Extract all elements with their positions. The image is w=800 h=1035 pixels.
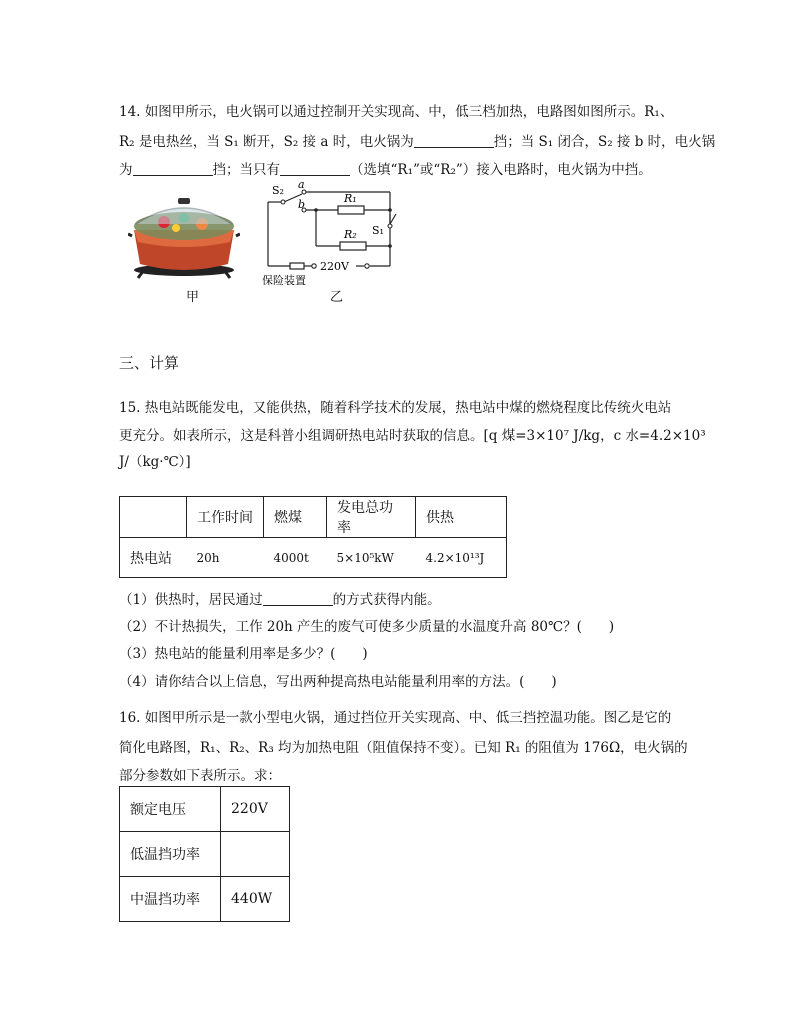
q15-sub4: （4）请你结合以上信息，写出两种提高热电站能量利用率的方法。( ) (119, 674, 557, 690)
table-cell-value (221, 832, 290, 877)
q15-line3: J/（kg·℃）] (119, 454, 191, 470)
q16-line3: 部分参数如下表所示。求： (119, 768, 281, 784)
q14-line2-text-a: R₂ 是电热丝，当 S₁ 断开，S₂ 接 a 时，电火锅为 (119, 134, 414, 150)
answer-blank-1[interactable] (414, 133, 494, 148)
q16-line1: 16. 如图甲所示是一款小型电火锅，通过挡位开关实现高、中、低三挡控温功能。图乙是它的 (119, 710, 672, 726)
q15-sub2: （2）不计热损失，工作 20h 产生的废气可使多少质量的水温度升高 80℃？( ) (119, 619, 615, 635)
answer-blank-4[interactable] (263, 591, 333, 606)
q14-line2-text-b: 挡；当 S₁ 闭合，S₂ 接 b 时，电火锅 (493, 134, 716, 150)
q16-table (119, 786, 290, 922)
table-cell-value: 440W (221, 877, 290, 922)
q16-line2: 简化电路图，R₁、R₂、R₃ 均为加热电阻（阻值保持不变）。已知 R₁ 的阻值为 176Ω，电火锅的 (119, 740, 688, 756)
table-cell-label: 额定电压 (120, 787, 221, 832)
label-voltage: 220V (320, 260, 349, 273)
q14-line3-text-a: 为 (119, 162, 133, 178)
table-header-cell: 工作时间 (187, 497, 264, 538)
table-cell: 热电站 (120, 538, 187, 578)
table-cell: 20h (187, 538, 264, 578)
label-s1: S₁ (372, 224, 384, 237)
table-row (120, 787, 290, 832)
label-r1: R₁ (344, 192, 357, 205)
q14-line3-text-b: 挡；当只有 (212, 162, 280, 178)
table-cell-label: 中温挡功率 (120, 877, 221, 922)
label-r2: R₂ (344, 228, 357, 241)
table-header-cell: 发电总功率 (327, 497, 416, 538)
table-header-cell: 燃煤 (264, 497, 327, 538)
circuit-diagram (260, 180, 410, 285)
answer-blank-2[interactable] (133, 161, 213, 176)
q14-line2 (119, 132, 715, 152)
q15-sub3: （3）热电站的能量利用率是多少？( ) (119, 646, 368, 662)
table-row (120, 538, 507, 578)
answer-blank-3[interactable] (280, 161, 350, 176)
label-s2: S₂ (272, 184, 284, 197)
label-b: b (298, 198, 306, 211)
table-header-cell (120, 497, 187, 538)
table-cell: 5×10⁵kW (327, 538, 416, 578)
q15-line1: 15. 热电站既能发电，又能供热，随着科学技术的发展，热电站中煤的燃烧程度比传统火电站 (119, 400, 672, 416)
hotpot-image (128, 190, 240, 280)
q15-line2: 更充分。如表所示，这是科普小组调研热电站时获取的信息。[q 煤=3×10⁷ J/kg，c 水=4.2×10³ (119, 428, 706, 444)
table-cell: 4.2×10¹³J (416, 538, 507, 578)
q15-sub1-text-a: （1）供热时，居民通过 (119, 592, 263, 608)
caption-yi: 乙 (330, 290, 344, 305)
table-row (120, 877, 290, 922)
table-cell-value: 220V (221, 787, 290, 832)
table-cell: 4000t (264, 538, 327, 578)
section-heading: 三、计算 (119, 354, 180, 372)
table-header-row (120, 497, 507, 538)
q14-line3 (119, 160, 652, 180)
q15-table (119, 496, 507, 578)
label-fuse: 保险装置 (262, 274, 306, 285)
table-row (120, 832, 290, 877)
q15-sub1 (119, 590, 441, 610)
table-header-cell: 供热 (416, 497, 507, 538)
q14-line3-text-c: （选填“R₁”或“R₂”）接入电路时，电火锅为中挡。 (350, 162, 652, 178)
q14-line1: 14. 如图甲所示，电火锅可以通过控制开关实现高、中，低三档加热，电路图如图所示。R₁、 (119, 104, 674, 120)
table-cell-label: 低温挡功率 (120, 832, 221, 877)
caption-jia: 甲 (186, 290, 200, 305)
q15-sub1-text-b: 的方式获得内能。 (332, 592, 441, 608)
label-a: a (298, 180, 305, 191)
